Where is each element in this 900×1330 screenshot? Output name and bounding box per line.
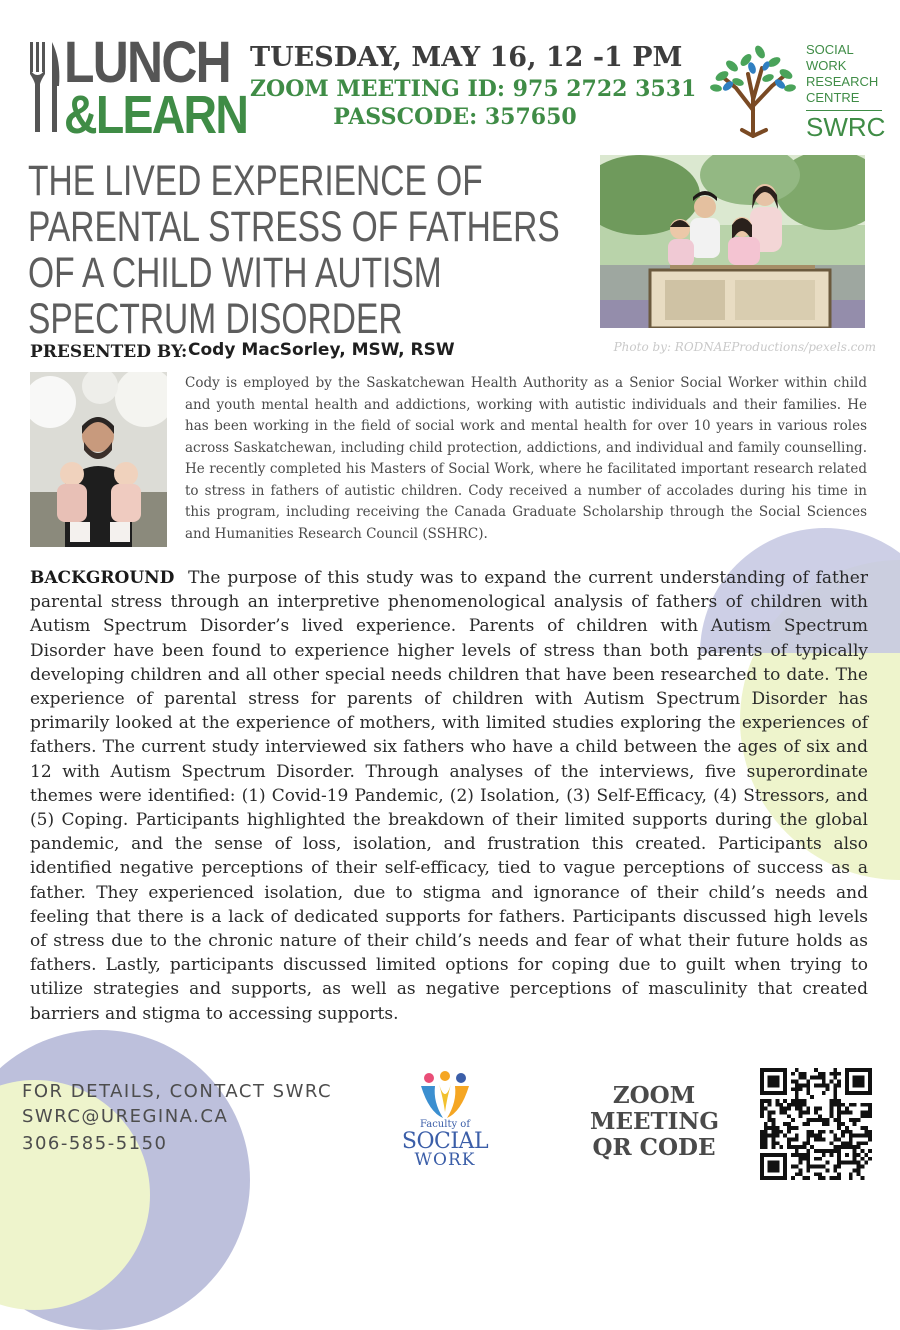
swrc-name [806,42,878,106]
swrc-abbreviation: SWRC [806,112,886,142]
background-text: The purpose of this study was to expand the current understanding of father parental stress through an interpretive phenomenological analysis of fathers of children with Autism Spectrum Disorder’s lived experience. Parents of children with Autism Spectrum Disorder have been found to experience higher levels of stress than both parents of typically developing children and all other special needs children that have been researched to date. The experience of parental stress for parents of children with Autism Spectrum Disorder has primarily looked at the experience of mothers, with limited studies exploring the experiences of fathers. The current study interviewed six fathers who have a child between the ages of six and 12 with Autism Spectrum Disorder. Through analyses of the interviews, five superordinate themes were identified: (1) Covid-19 Pandemic, (2) Isolation, (3) Self-Efficacy, (4) Stressors, and (5) Coping. Participants highlighted the breakdown of their limited supports during the global pandemic, and the sense of loss, isolation, and frustration this created. Participants also identified negative perceptions of their self-efficacy, tied to vague perceptions of success as a father. They experienced isolation, due to stigma and ignorance of their child’s needs and feeling that there is a lack of dedicated supports for fathers. Participants discussed high levels of stress due to the chronic nature of their child’s needs and fear of what their future holds as fathers. Lastly, participants discussed limited options for coping due to guilt when trying to utilize strategies and supports, as well as negative perceptions of masculinity that created barriers and stigma to accessing supports. [30,568,868,1024]
contact-heading: FOR DETAILS, CONTACT SWRC [22,1081,333,1102]
swrc-line-3: RESEARCH [806,74,879,89]
contact-phone: 306-585-5150 [22,1133,168,1154]
presented-by-label: PRESENTED BY: [30,342,188,362]
presenter-bio: Cody is employed by the Saskatchewan Health Authority as a Senior Social Worker within child and youth mental health and addictions, working with autistic individuals and their families. He has been working in the field of social work and mental health for over 10 years in various roles across Saskatchewan, including child protection, addictions, and individual and family counselling. He recently completed his Masters of Social Work, where he facilitated important research related to stress in fathers of autistic children. Cody received a number of accolades during his time in this program, including receiving the Canada Graduate Scholarship through the Social Sciences and Humanities Research Council (SSHRC). [185,375,867,542]
event-date: TUESDAY, MAY 16, 12 -1 PM [250,42,683,73]
background-section [30,566,868,1026]
faculty-line-1: Faculty of [419,1119,471,1130]
family-photo [600,155,865,328]
contact-email: SWRC@UREGINA.CA [22,1106,229,1127]
zoom-qr-line-2: MEETING [590,1108,720,1135]
presenter-photo [30,372,167,547]
logo-learn: &LEARN [64,85,248,145]
swrc-line-2: WORK [806,58,847,73]
fork-knife-icon [28,40,62,134]
presenter-name: Cody MacSorley, MSW, RSW [188,340,455,360]
tree-icon [708,38,798,138]
swrc-divider [806,110,882,111]
swrc-line-1: SOCIAL [806,42,854,57]
faculty-line-2: SOCIAL [401,1129,489,1154]
background-label: BACKGROUND [30,568,175,588]
swrc-line-4: CENTRE [806,90,860,105]
faculty-line-3: WORK [414,1150,476,1170]
zoom-passcode: PASSCODE: 357650 [333,104,577,130]
zoom-qr-line-1: ZOOM [612,1082,696,1109]
qr-code[interactable] [760,1068,872,1180]
logo-lunch: LUNCH [64,30,230,95]
zoom-meeting-id: ZOOM MEETING ID: 975 2722 3531 [250,76,697,102]
zoom-qr-line-3: QR CODE [592,1134,716,1161]
zoom-qr-label [590,1083,718,1161]
photo-credit: Photo by: RODNAEProductions/pexels.com [613,340,876,354]
page-title: THE LIVED EXPERIENCE OF PARENTAL STRESS OF FATHERS OF A CHILD WITH AUTISM SPECTRUM DISORDER [28,157,560,343]
